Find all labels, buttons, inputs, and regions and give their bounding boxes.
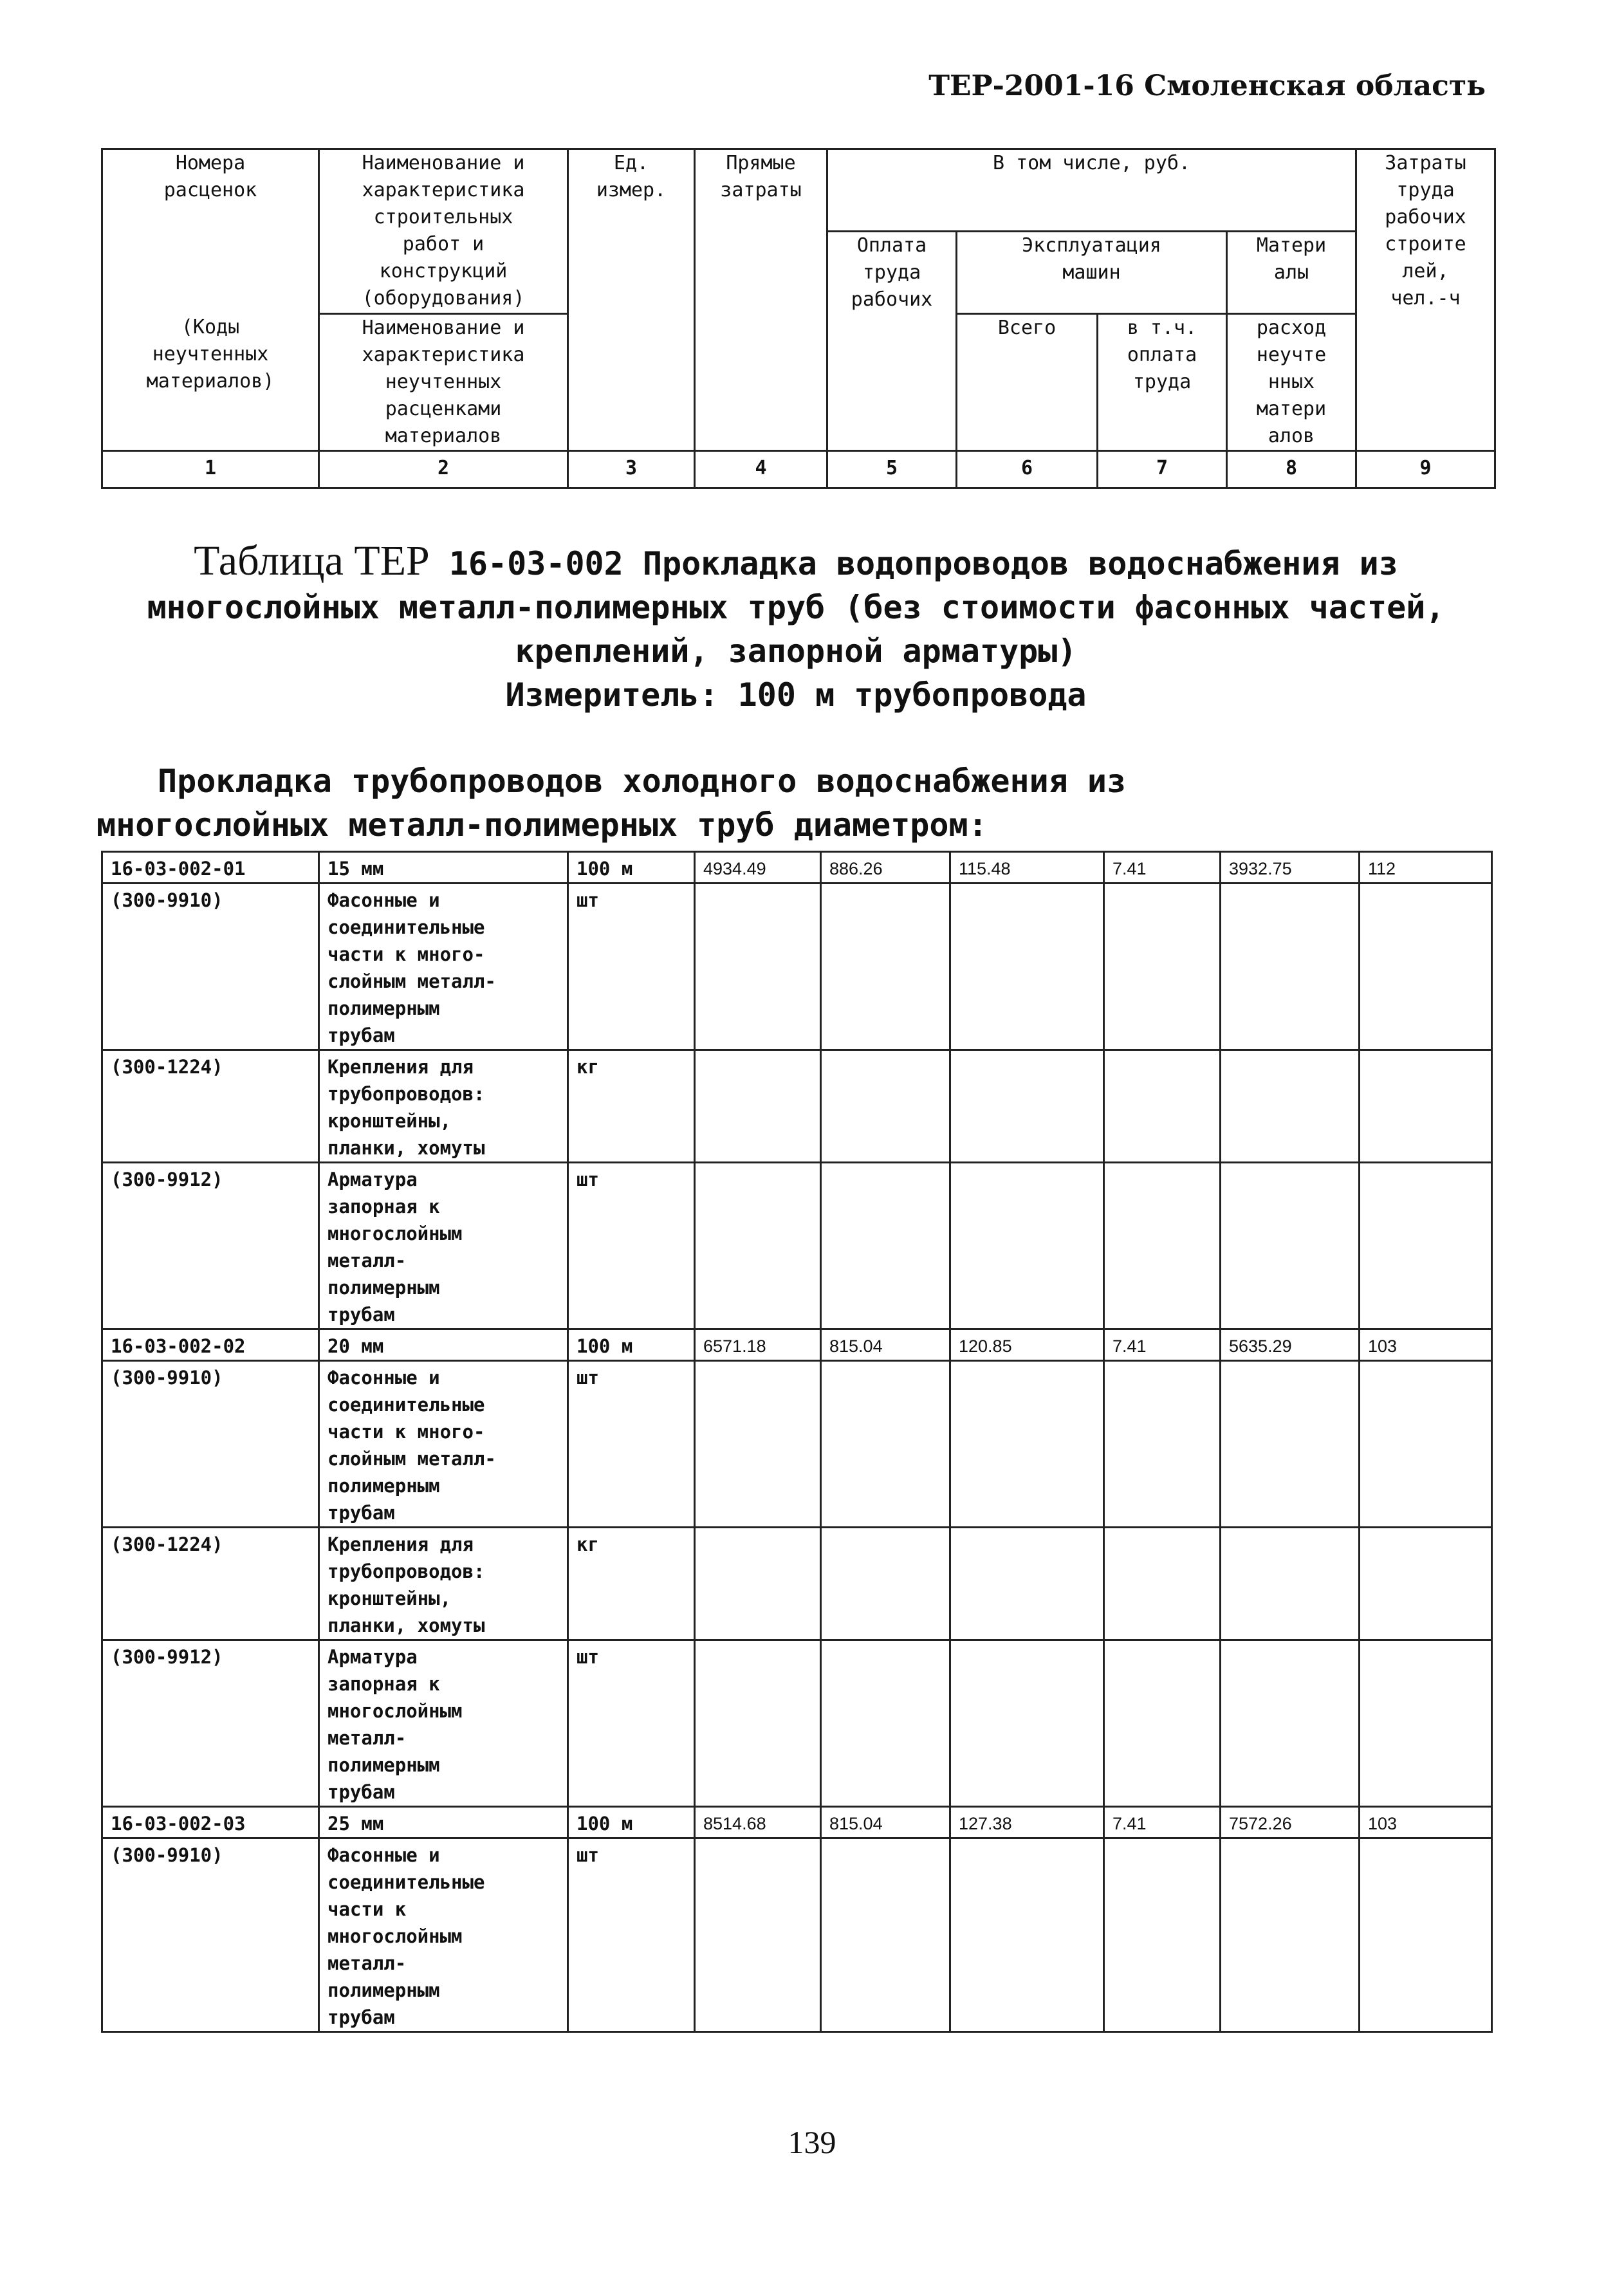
running-header: ТЕР-2001-16 Смоленская область (928, 69, 1486, 102)
cell-name: 15 мм (319, 852, 568, 884)
cell-materials (1221, 1050, 1360, 1163)
caption-title: Прокладка водопроводов водоснабжения из многослойных металл-полимерных труб (без стоимости фасонных частей, креплений, запорной арматуры) (147, 545, 1445, 670)
rates-table (101, 851, 1493, 2033)
col-number: 4 (695, 451, 827, 488)
cell-machines (950, 1163, 1104, 1329)
table-row (102, 884, 1492, 1050)
col-number: 5 (827, 451, 957, 488)
caption-code: 16-03-002 (448, 545, 623, 582)
cell-materials: 5635.29 (1221, 1329, 1360, 1361)
cell-labor: 815.04 (821, 1807, 950, 1838)
cell-machine-labor (1104, 1361, 1221, 1528)
cell-labor (821, 1163, 950, 1329)
cell-code: (300-9910) (102, 884, 319, 1050)
cell-hours (1360, 1361, 1492, 1528)
cell-machines (950, 1640, 1104, 1807)
cell-labor (821, 1640, 950, 1807)
cell-materials (1221, 1528, 1360, 1640)
cell-labor: 886.26 (821, 852, 950, 884)
cell-hours (1360, 1838, 1492, 2032)
cell-name: Крепления для трубопроводов: кронштейны, планки, хомуты (319, 1050, 568, 1163)
subsection-line-2: многослойных металл-полимерных труб диаметром: (97, 806, 988, 844)
cell-code: (300-9912) (102, 1163, 319, 1329)
cell-direct (695, 1528, 821, 1640)
col4-header: Прямые затраты (695, 149, 827, 451)
cell-direct: 4934.49 (695, 852, 821, 884)
col3-header: Ед. измер. (568, 149, 695, 451)
col2-header: Наименование и характеристика строительных работ и конструкций (оборудования) (319, 149, 568, 314)
cell-name: 20 мм (319, 1329, 568, 1361)
cell-direct (695, 1050, 821, 1163)
cell-code: 16-03-002-03 (102, 1807, 319, 1838)
cell-machines: 127.38 (950, 1807, 1104, 1838)
cell-machines (950, 1050, 1104, 1163)
cell-machine-labor (1104, 1528, 1221, 1640)
group-header: В том числе, руб. (827, 149, 1356, 232)
cell-machine-labor (1104, 1838, 1221, 2032)
col-number: 1 (102, 451, 319, 488)
table-row (102, 1329, 1492, 1361)
cell-hours: 103 (1360, 1329, 1492, 1361)
cell-materials: 3932.75 (1221, 852, 1360, 884)
cell-machines (950, 1528, 1104, 1640)
table-row (102, 852, 1492, 884)
cell-hours (1360, 1163, 1492, 1329)
col-number: 7 (1098, 451, 1227, 488)
cell-name: Арматура запорная к многослойным металл- полимерным трубам (319, 1163, 568, 1329)
cell-code: (300-9912) (102, 1640, 319, 1807)
cell-labor: 815.04 (821, 1329, 950, 1361)
cell-code: (300-1224) (102, 1050, 319, 1163)
caption-meter: Измеритель: 100 м трубопровода (505, 676, 1087, 714)
cell-name: Фасонные и соединительные части к много- слойным металл- полимерным трубам (319, 884, 568, 1050)
cell-code: (300-9910) (102, 1838, 319, 2032)
col2-subheader: Наименование и характеристика неучтенных расценками материалов (319, 314, 568, 451)
cell-name: Крепления для трубопроводов: кронштейны, планки, хомуты (319, 1528, 568, 1640)
cell-machine-labor: 7.41 (1104, 1807, 1221, 1838)
cell-name: Арматура запорная к многослойным металл- полимерным трубам (319, 1640, 568, 1807)
table-row (102, 1807, 1492, 1838)
cell-machine-labor: 7.41 (1104, 1329, 1221, 1361)
col1-spacer (102, 232, 319, 314)
col-number: 3 (568, 451, 695, 488)
col1-subheader: (Коды неучтенных материалов) (102, 314, 319, 451)
table-row (102, 1838, 1492, 2032)
col9-header: Затраты труда рабочих строите лей, чел.-ч (1356, 149, 1495, 451)
cell-direct: 8514.68 (695, 1807, 821, 1838)
col-number: 2 (319, 451, 568, 488)
col5-header: Оплата труда рабочих (827, 232, 957, 451)
cell-materials: 7572.26 (1221, 1807, 1360, 1838)
cell-materials (1221, 884, 1360, 1050)
cell-hours (1360, 884, 1492, 1050)
col6-header: Всего (957, 314, 1098, 451)
cell-unit: шт (568, 1838, 695, 2032)
cell-code: 16-03-002-01 (102, 852, 319, 884)
col1-header: Номера расценок (102, 149, 319, 232)
col-number: 6 (957, 451, 1098, 488)
cell-hours (1360, 1640, 1492, 1807)
cell-machines: 115.48 (950, 852, 1104, 884)
cell-machines (950, 1361, 1104, 1528)
cell-labor (821, 1050, 950, 1163)
cell-materials (1221, 1640, 1360, 1807)
machines-header: Эксплуатация машин (957, 232, 1227, 314)
table-row (102, 1050, 1492, 1163)
cell-machines (950, 884, 1104, 1050)
cell-unit: 100 м (568, 1807, 695, 1838)
cell-labor (821, 1361, 950, 1528)
col8-subheader: расход неучте нных матери алов (1227, 314, 1356, 451)
cell-direct (695, 1640, 821, 1807)
cell-machine-labor (1104, 1640, 1221, 1807)
table-caption (101, 539, 1491, 717)
cell-direct (695, 1163, 821, 1329)
cell-machines: 120.85 (950, 1329, 1104, 1361)
cell-materials (1221, 1361, 1360, 1528)
table-row (102, 1361, 1492, 1528)
cell-unit: шт (568, 1163, 695, 1329)
cell-materials (1221, 1163, 1360, 1329)
cell-hours (1360, 1528, 1492, 1640)
cell-machine-labor (1104, 1163, 1221, 1329)
table-row (102, 1163, 1492, 1329)
col8-header: Матери алы (1227, 232, 1356, 314)
cell-code: (300-1224) (102, 1528, 319, 1640)
cell-materials (1221, 1838, 1360, 2032)
cell-name: Фасонные и соединительные части к много- слойным металл- полимерным трубам (319, 1361, 568, 1528)
subsection-line-1: Прокладка трубопроводов холодного водоснабжения из (158, 763, 1127, 800)
cell-labor (821, 1528, 950, 1640)
cell-direct (695, 1361, 821, 1528)
table-row (102, 1640, 1492, 1807)
cell-machines (950, 1838, 1104, 2032)
cell-code: (300-9910) (102, 1361, 319, 1528)
column-header-table (101, 148, 1496, 489)
cell-labor (821, 1838, 950, 2032)
cell-name: Фасонные и соединительные части к многослойным металл- полимерным трубам (319, 1838, 568, 2032)
cell-direct (695, 1838, 821, 2032)
cell-direct (695, 884, 821, 1050)
cell-unit: кг (568, 1050, 695, 1163)
cell-labor (821, 884, 950, 1050)
cell-hours: 103 (1360, 1807, 1492, 1838)
page-number: 139 (788, 2124, 836, 2160)
table-row (102, 1528, 1492, 1640)
col-number: 9 (1356, 451, 1495, 488)
cell-code: 16-03-002-02 (102, 1329, 319, 1361)
caption-word: Таблица ТЕР (194, 537, 430, 584)
cell-unit: 100 м (568, 1329, 695, 1361)
cell-hours: 112 (1360, 852, 1492, 884)
cell-unit: шт (568, 884, 695, 1050)
cell-unit: шт (568, 1640, 695, 1807)
cell-unit: шт (568, 1361, 695, 1528)
col7-header: в т.ч. оплата труда (1098, 314, 1227, 451)
cell-direct: 6571.18 (695, 1329, 821, 1361)
cell-unit: 100 м (568, 852, 695, 884)
cell-machine-labor (1104, 1050, 1221, 1163)
cell-name: 25 мм (319, 1807, 568, 1838)
cell-hours (1360, 1050, 1492, 1163)
subsection-title (97, 759, 1512, 847)
cell-machine-labor: 7.41 (1104, 852, 1221, 884)
cell-unit: кг (568, 1528, 695, 1640)
col-number: 8 (1227, 451, 1356, 488)
cell-machine-labor (1104, 884, 1221, 1050)
